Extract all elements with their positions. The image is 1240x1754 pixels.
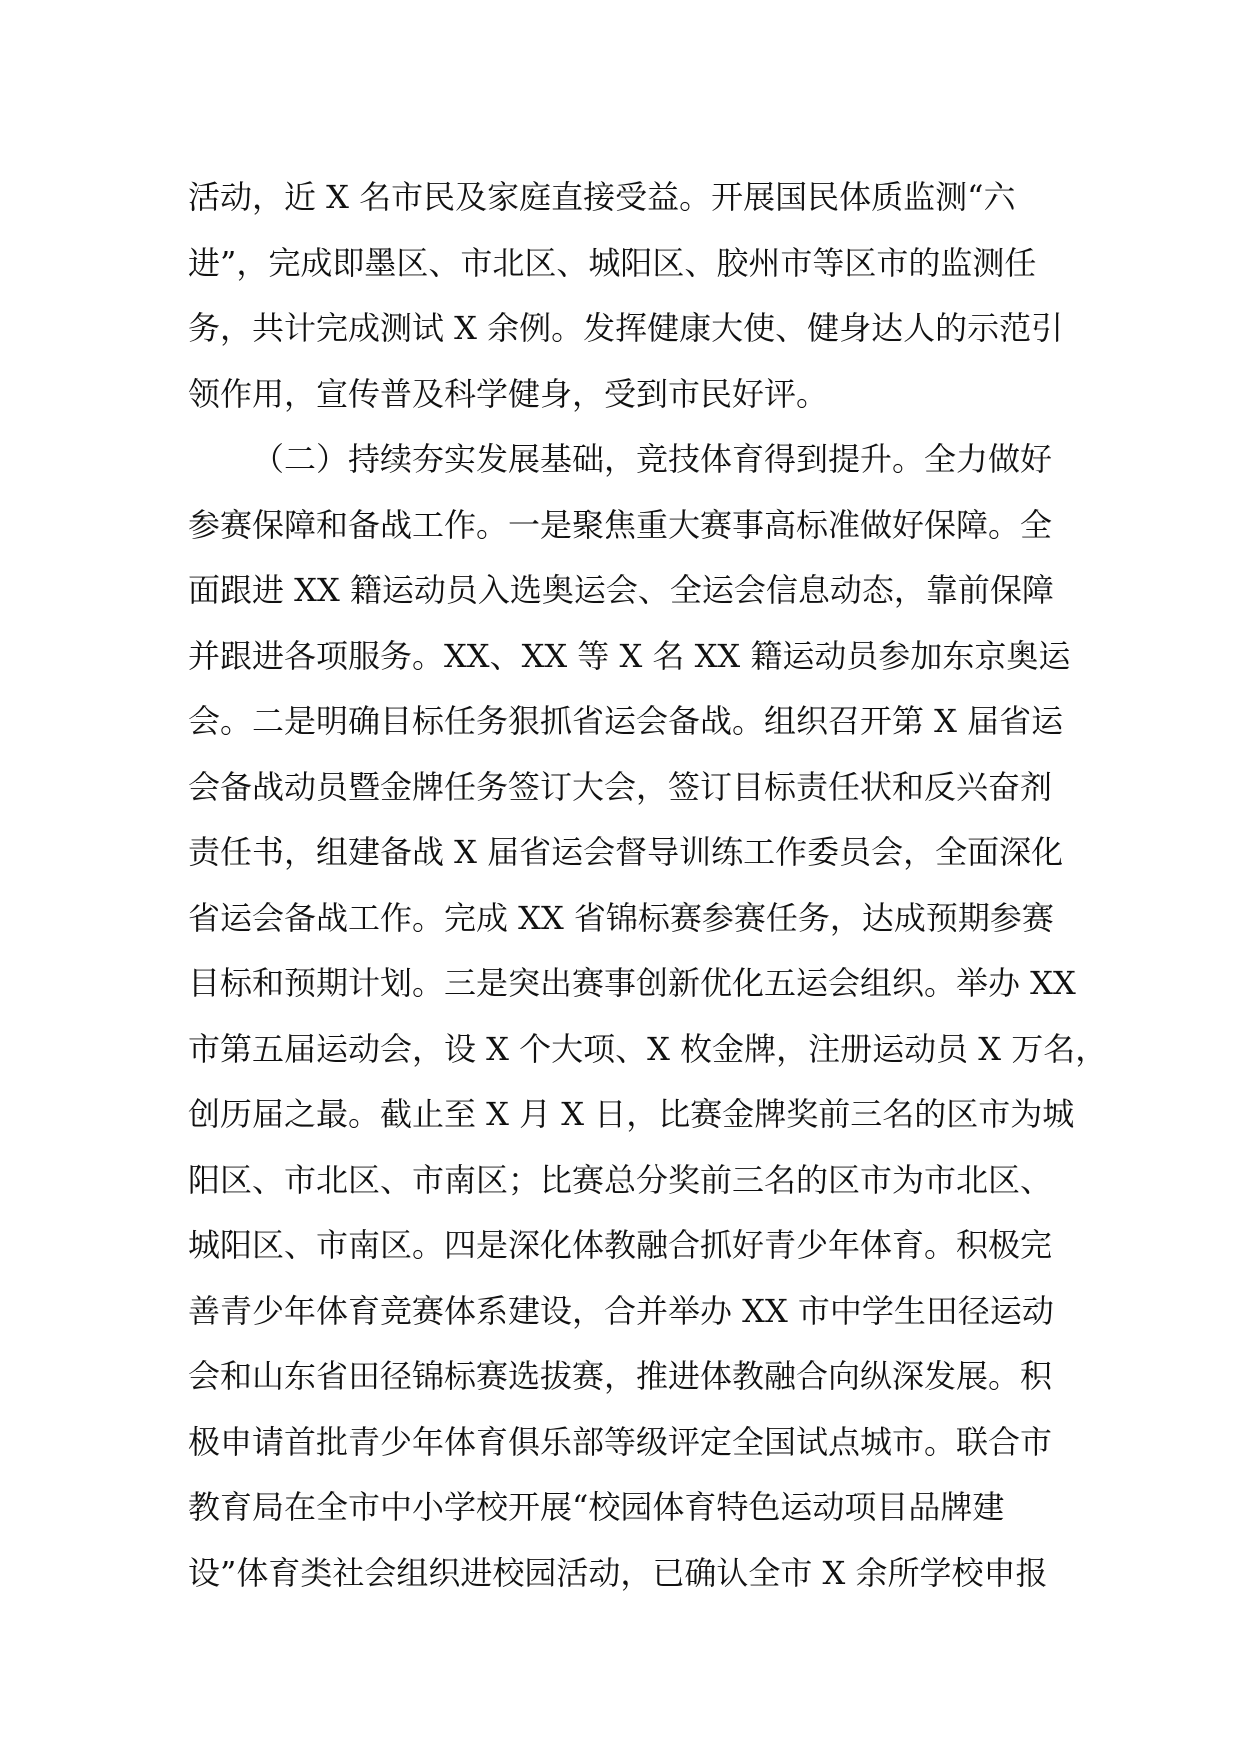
text-line: 面跟进 XX 籍运动员入选奥运会、全运会信息动态，靠前保障 — [188, 571, 1054, 609]
text-line: 责任书，组建备战 X 届省运会督导训练工作委员会，全面深化 — [188, 833, 1064, 871]
text-line: 会备战动员暨金牌任务签订大会，签订目标责任状和反兴奋剂 — [188, 767, 1053, 806]
text-line: 会。二是明确目标任务狠抓省运会备战。组织召开第 X 届省运 — [188, 702, 1064, 740]
text-line: 省运会备战工作。完成 XX 省锦标赛参赛任务，达成预期参赛 — [188, 898, 1054, 937]
text-line: 活动，近 X 名市民及家庭直接受益。开展国民体质监测“六 — [188, 178, 1016, 216]
text-line: 阳区、市北区、市南区；比赛总分奖前三名的区市为市北区、 — [188, 1160, 1053, 1199]
text-line: 善青少年体育竞赛体系建设，合并举办 XX 市中学生田径运动 — [188, 1291, 1054, 1330]
text-line: 并跟进各项服务。XX、XX 等 X 名 XX 籍运动员参加东京奥运 — [188, 636, 1071, 675]
text-line: 参赛保障和备战工作。一是聚焦重大赛事高标准做好保障。全 — [188, 505, 1053, 544]
text-line: 创历届之最。截止至 X 月 X 日，比赛金牌奖前三名的区市为城 — [188, 1095, 1075, 1133]
text-line: 领作用，宣传普及科学健身，受到市民好评。 — [188, 374, 829, 413]
body-text — [188, 165, 1108, 1606]
text-line: 市第五届运动会，设 X 个大项、X 枚金牌，注册运动员 X 万名， — [188, 1029, 1108, 1068]
text-line: 城阳区、市南区。四是深化体教融合抓好青少年体育。积极完 — [188, 1226, 1053, 1264]
text-line: 务，共计完成测试 X 余例。发挥健康大使、健身达人的示范引 — [188, 309, 1064, 347]
text-line: 教育局在全市中小学校开展“校园体育特色运动项目品牌建 — [188, 1488, 1005, 1526]
section-heading-line: （二）持续夯实发展基础，竞技体育得到提升。全力做好 — [252, 440, 1053, 478]
text-line: 会和山东省田径锦标赛选拔赛，推进体教融合向纵深发展。积 — [188, 1357, 1053, 1395]
text-line: 设”体育类社会组织进校园活动，已确认全市 X 余所学校申报 — [188, 1553, 1048, 1592]
text-line: 进”，完成即墨区、市北区、城阳区、胶州市等区市的监测任 — [188, 243, 1037, 282]
text-line: 目标和预期计划。三是突出赛事创新优化五运会组织。举办 XX — [188, 964, 1076, 1002]
text-line: 极申请首批青少年体育俱乐部等级评定全国试点城市。联合市 — [188, 1422, 1053, 1461]
